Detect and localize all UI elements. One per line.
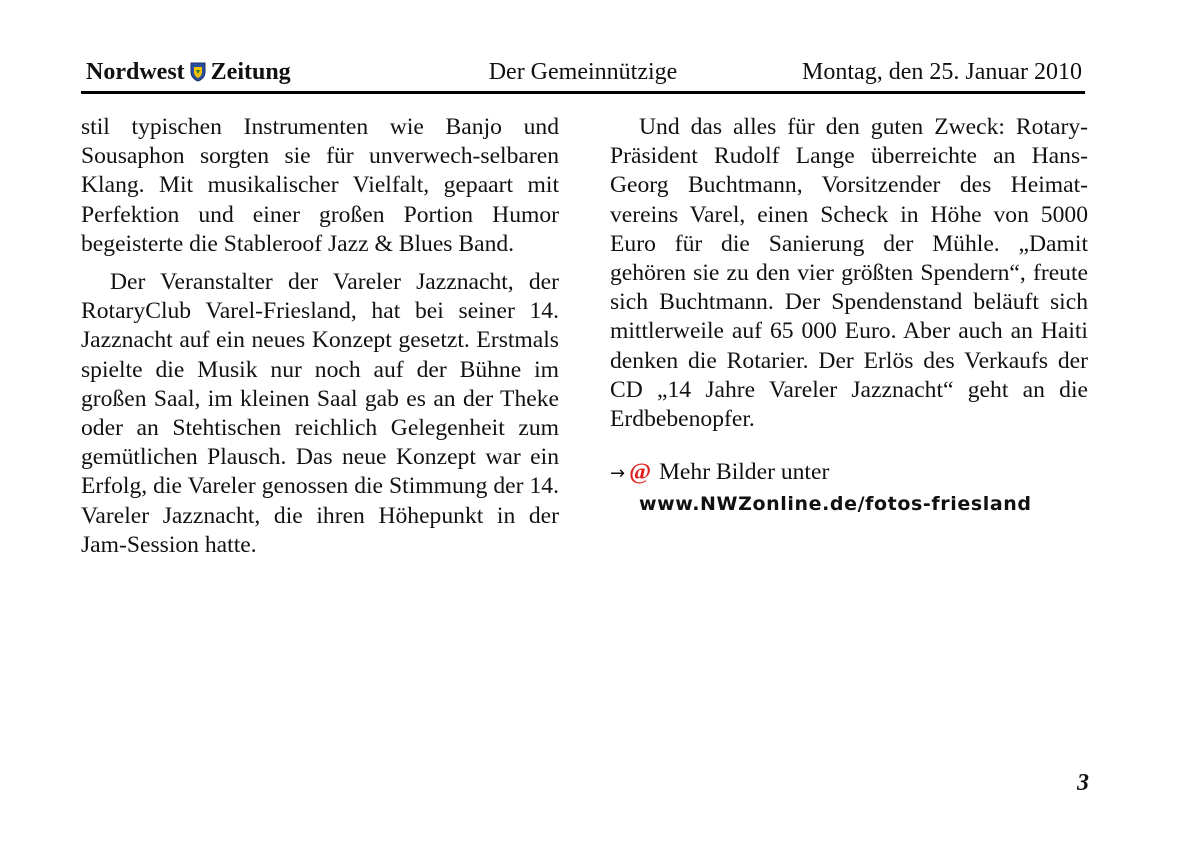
- left-paragraph-2: Der Veranstalter der Vareler Jazznacht, der RotaryClub Varel-Friesland, hat bei seiner 14. Jazznacht auf ein neues Konzept gesetzt. Erstmals spielte die Musik nur noch auf der Bühne im großen Saal, im kleinen Saal gab es an der Theke oder an Stehtischen reichlich Gelegenheit zum gemütlichen Plausch. Das neue Konzept war ein Erfolg, die Vareler genossen die Stimmung der 14. Vareler Jazznacht, die ihren Höhepunkt in der Jam-Session hatte.: [81, 269, 559, 558]
- left-paragraph-1: stil typischen Instrumenten wie Banjo und Sousaphon sorgten sie für unverwech-selbaren Klang. Mit musikalischer Vielfalt, gepaart mit Perfektion und einer großen Portion Humor begeisterte die Stableroof Jazz & Blues Band.: [81, 114, 559, 257]
- page-number: 3: [1077, 770, 1089, 796]
- issue-date: Montag, den 25. Januar 2010: [802, 59, 1082, 85]
- photos-link[interactable]: www.NWZonline.de/fotos-friesland: [639, 493, 1032, 516]
- more-photos-line: [610, 458, 1088, 488]
- right-column: [610, 113, 1088, 520]
- page-header: [81, 57, 1085, 94]
- masthead-right-word: Zeitung: [210, 59, 291, 85]
- right-paragraph-1: Und das alles für den guten Zweck: Rotary-Präsident Rudolf Lange überreichte an Hans-Georg Buchtmann, Vorsitzender des Heimatvereins Varel, einen Scheck in Höhe von 5000 Euro für die Sanierung der Mühle. „Damit gehören sie zu den vier größten Spendern“, freute sich Buchtmann. Der Spendenstand beläuft sich mittlerweile auf 65 000 Euro. Aber auch an Haiti denken die Rotarier. Der Erlös des Verkaufs der CD „14 Jahre Vareler Jazznacht“ geht an die Erdbebenopfer.: [610, 114, 1088, 433]
- masthead-left-word: Nordwest: [86, 59, 185, 85]
- at-icon: @: [629, 459, 652, 486]
- left-column: [81, 113, 559, 560]
- arrow-right-icon: →: [610, 463, 626, 485]
- section-title: Der Gemeinnützige: [488, 59, 678, 85]
- more-photos-text: Mehr Bilder unter: [658, 459, 830, 486]
